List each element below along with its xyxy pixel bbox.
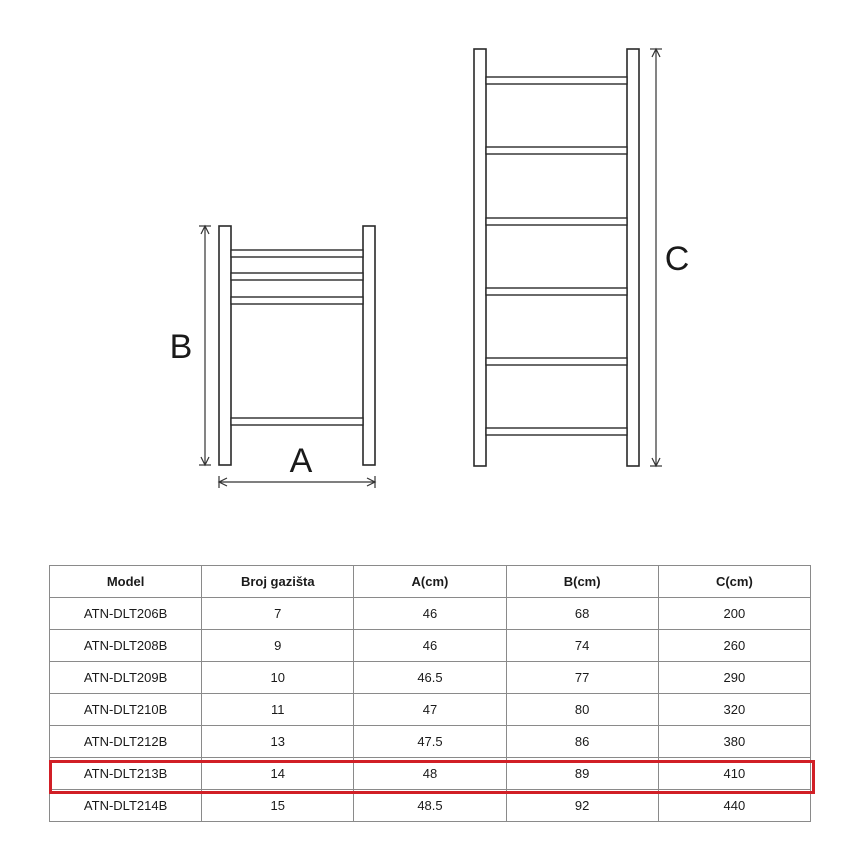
cell-c-cm: 200 [658,598,810,630]
cell-a-cm: 46 [354,598,506,630]
cell-step-count: 10 [202,662,354,694]
cell-model: ATN-DLT210B [50,694,202,726]
tall-ladder-section [474,49,639,466]
cell-model: ATN-DLT209B [50,662,202,694]
cell-step-count: 7 [202,598,354,630]
small-ladder-rung [231,418,363,425]
dimension-b [170,226,211,465]
cell-b-cm: 86 [506,726,658,758]
small-ladder-section [219,226,375,465]
cell-a-cm: 46 [354,630,506,662]
small-ladder-left-rail [219,226,231,465]
cell-a-cm: 47.5 [354,726,506,758]
table-row-highlighted [50,758,811,790]
cell-b-cm: 74 [506,630,658,662]
header-c-cm: C(cm) [658,566,810,598]
table-row [50,598,811,630]
tall-ladder-left-rail [474,49,486,466]
header-b-cm: B(cm) [506,566,658,598]
specification-table [49,565,811,822]
small-ladder-rung [231,250,363,257]
table-header-row [50,566,811,598]
cell-step-count: 11 [202,694,354,726]
tall-ladder-rung [486,218,627,225]
dimension-c [650,49,689,466]
dimension-a-label: A [289,442,313,480]
small-ladder-rung [231,297,363,304]
cell-a-cm: 48.5 [354,790,506,822]
cell-a-cm: 47 [354,694,506,726]
cell-step-count: 9 [202,630,354,662]
tall-ladder-rung [486,428,627,435]
cell-model: ATN-DLT214B [50,790,202,822]
cell-a-cm: 46.5 [354,662,506,694]
cell-c-cm: 380 [658,726,810,758]
table-row [50,790,811,822]
tall-ladder-right-rail [627,49,639,466]
small-ladder-right-rail [363,226,375,465]
cell-b-cm: 92 [506,790,658,822]
tall-ladder-rung [486,288,627,295]
cell-model: ATN-DLT206B [50,598,202,630]
cell-b-cm: 77 [506,662,658,694]
cell-step-count: 15 [202,790,354,822]
dimension-a [219,442,375,488]
header-a-cm: A(cm) [354,566,506,598]
cell-model: ATN-DLT212B [50,726,202,758]
table-row [50,630,811,662]
cell-model: ATN-DLT208B [50,630,202,662]
cell-b-cm: 89 [506,758,658,790]
small-ladder-rung [231,273,363,280]
cell-c-cm: 290 [658,662,810,694]
cell-c-cm: 260 [658,630,810,662]
cell-a-cm: 48 [354,758,506,790]
cell-model: ATN-DLT213B [50,758,202,790]
cell-b-cm: 68 [506,598,658,630]
specification-table-container [49,565,811,822]
cell-step-count: 13 [202,726,354,758]
cell-c-cm: 320 [658,694,810,726]
cell-b-cm: 80 [506,694,658,726]
table-row [50,694,811,726]
cell-step-count: 14 [202,758,354,790]
header-model: Model [50,566,202,598]
tall-ladder-rung [486,147,627,154]
dimension-b-label: B [169,328,193,366]
table-row [50,726,811,758]
tall-ladder-rung [486,77,627,84]
cell-c-cm: 410 [658,758,810,790]
header-step-count: Broj gazišta [202,566,354,598]
dimension-c-label: C [664,240,690,278]
tall-ladder-rung [486,358,627,365]
table-row [50,662,811,694]
cell-c-cm: 440 [658,790,810,822]
